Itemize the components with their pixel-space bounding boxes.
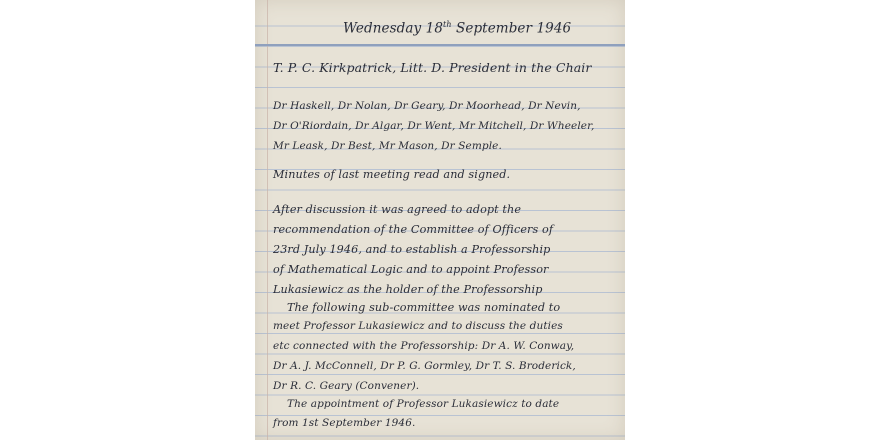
attendance-line-1: Dr Haskell, Dr Nolan, Dr Geary, Dr Moorhead, Dr Nevin, — [273, 100, 581, 112]
resolution-line-4: of Mathematical Logic and to appoint Professor — [273, 263, 549, 276]
appointment-line-2: from 1st September 1946. — [273, 417, 416, 429]
resolution-line-1: After discussion it was agreed to adopt the — [273, 203, 522, 216]
minutes-line: Minutes of last meeting read and signed. — [273, 168, 511, 181]
margin-rule — [267, 0, 268, 440]
attendance-line-3: Mr Leask, Dr Best, Mr Mason, Dr Semple. — [273, 140, 502, 152]
resolution-line-5: Lukasiewicz as the holder of the Professorship — [273, 283, 543, 296]
meeting-date: Wednesday 18th September 1946 — [343, 20, 572, 37]
subcommittee-line-1: The following sub-committee was nominated to — [287, 301, 561, 314]
attendance-line-2: Dr O'Riordain, Dr Algar, Dr Went, Mr Mitchell, Dr Wheeler, — [273, 120, 595, 132]
ledger-page — [255, 0, 625, 440]
header-rule — [255, 44, 625, 46]
resolution-line-3: 23rd July 1946, and to establish a Professorship — [273, 243, 551, 256]
subcommittee-line-5: Dr R. C. Geary (Convener). — [273, 380, 420, 392]
appointment-line-1: The appointment of Professor Lukasiewicz to date — [287, 398, 560, 410]
subcommittee-line-3: etc connected with the Professorship: Dr A. W. Conway, — [273, 340, 575, 352]
chair-line: T. P. C. Kirkpatrick, Litt. D. President in the Chair — [273, 60, 592, 75]
resolution-line-2: recommendation of the Committee of Officers of — [273, 223, 554, 236]
subcommittee-line-2: meet Professor Lukasiewicz and to discuss the duties — [273, 320, 563, 332]
subcommittee-line-4: Dr A. J. McConnell, Dr P. G. Gormley, Dr T. S. Broderick, — [273, 360, 576, 372]
